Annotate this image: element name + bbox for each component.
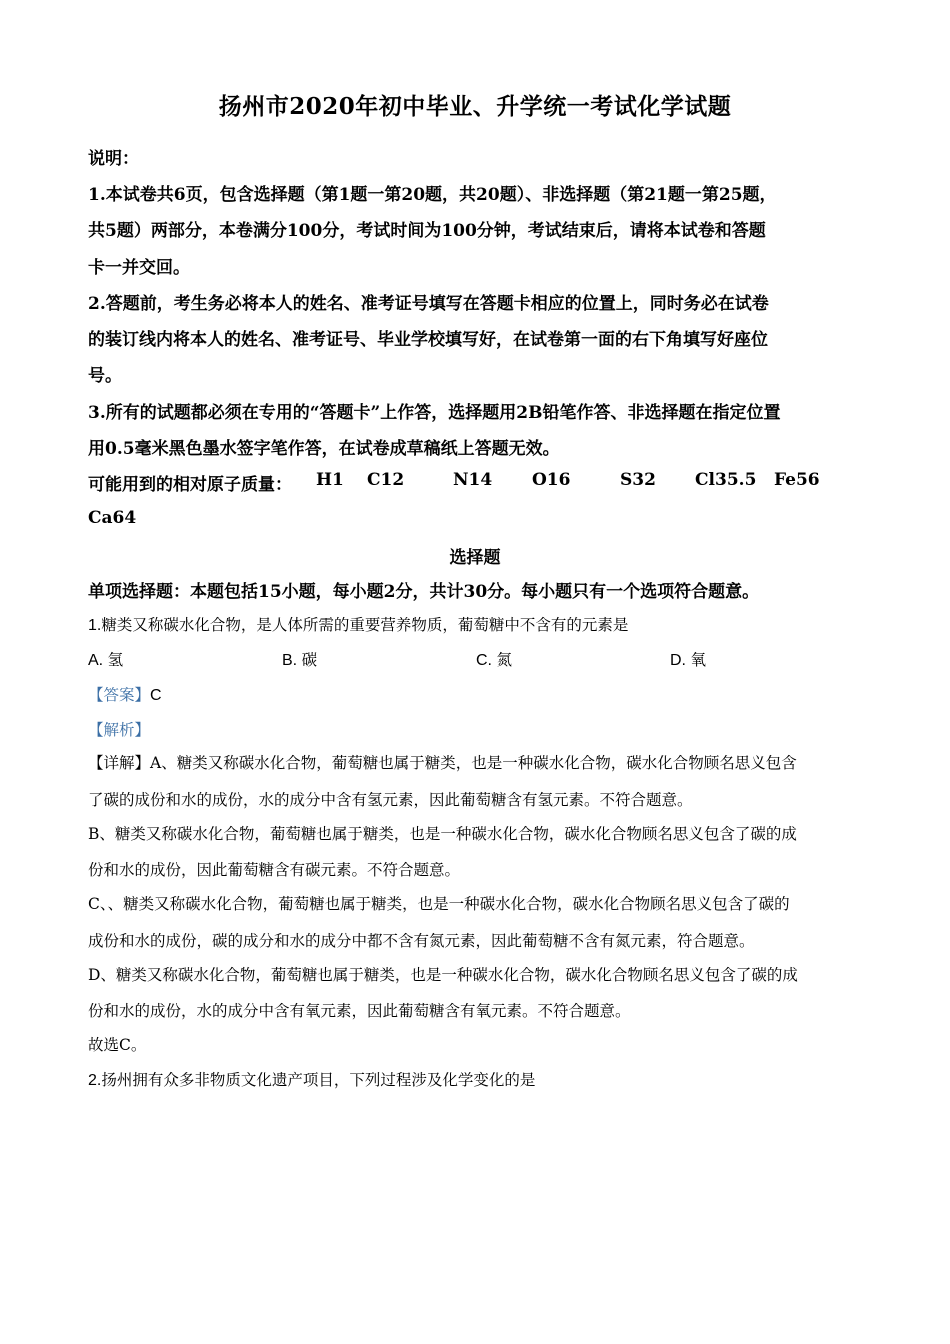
option-d [670, 648, 706, 670]
detail-line: C、、糖类又称碳水化合物，葡萄糖也属于糖类，也是一种碳水化合物，碳水化合物顾名思义包含了碳的 [88, 895, 790, 913]
question-number: 1. [88, 617, 102, 634]
instruction-line: 3.所有的试题都必须在专用的“答题卡”上作答，选择题用2B铅笔作答、非选择题在指定位置 [88, 403, 781, 423]
question-number: 2. [88, 1072, 102, 1089]
option-text: 碳 [301, 651, 318, 669]
atomic-mass-o: O16 [532, 470, 571, 490]
detail-line: B、糖类又称碳水化合物，葡萄糖也属于糖类，也是一种碳水化合物，碳水化合物顾名思义包含了碳的成 [88, 825, 797, 843]
conclusion-line: 故选C。 [88, 1036, 147, 1054]
instruction-line: 2.答题前，考生务必将本人的姓名、准考证号填写在答题卡相应的位置上，同时务必在试卷 [88, 294, 769, 314]
answer-label: 【答案】 [88, 686, 151, 704]
instruction-line: 号。 [88, 366, 122, 386]
detail-label: 【详解】 [88, 754, 151, 772]
option-letter: C. [476, 652, 497, 669]
option-a [88, 648, 123, 670]
question-2-stem [88, 1068, 535, 1090]
question-text: 扬州拥有众多非物质文化遗产项目，下列过程涉及化学变化的是 [101, 1071, 536, 1089]
page-title: 扬州市2020年初中毕业、升学统一考试化学试题 [218, 93, 732, 120]
detail-line: 了碳的成份和水的成份，水的成分中含有氢元素，因此葡萄糖含有氢元素。不符合题意。 [88, 791, 693, 809]
detail-line: 成份和水的成份，碳的成分和水的成分中都不含有氮元素，因此葡萄糖不含有氮元素，符合题意。 [88, 932, 755, 950]
detail-line [88, 751, 797, 773]
question-text: 糖类又称碳水化合物，是人体所需的重要营养物质，葡萄糖中不含有的元素是 [101, 616, 629, 634]
section-heading: 选择题 [449, 548, 501, 568]
option-letter: A. [88, 652, 108, 669]
option-text: 氧 [690, 651, 706, 669]
option-letter: B. [282, 652, 302, 669]
detail-line: D、糖类又称碳水化合物，葡萄糖也属于糖类，也是一种碳水化合物，碳水化合物顾名思义包含了碳的成 [88, 966, 798, 984]
atomic-mass-label: 可能用到的相对原子质量： [88, 475, 292, 495]
atomic-mass-c: C12 [367, 470, 405, 490]
instruction-line: 用0.5毫米黑色墨水签字笔作答，在试卷成草稿纸上答题无效。 [88, 439, 560, 459]
detail-text: A、糖类又称碳水化合物，葡萄糖也属于糖类，也是一种碳水化合物，碳水化合物顾名思义包含 [150, 754, 797, 772]
instruction-line: 1.本试卷共6页，包含选择题（第1题一第20题，共20题）、非选择题（第21题一第25题， [88, 185, 777, 205]
atomic-mass-s: S32 [620, 470, 656, 490]
atomic-mass-n: N14 [453, 470, 493, 490]
option-c [476, 648, 512, 670]
option-b [282, 648, 317, 670]
section-subheading: 单项选择题：本题包括15小题，每小题2分，共计30分。每小题只有一个选项符合题意。 [88, 582, 760, 602]
atomic-mass-row [88, 470, 292, 495]
atomic-mass-h: H1 [316, 470, 344, 490]
question-1-stem [88, 613, 628, 635]
detail-line: 份和水的成份，水的成分中含有氧元素，因此葡萄糖含有氧元素。不符合题意。 [88, 1002, 631, 1020]
instruction-line: 卡一并交回。 [88, 258, 190, 278]
option-text: 氮 [496, 651, 512, 669]
instructions-heading: 说明： [88, 149, 139, 169]
instruction-line: 共5题）两部分，本卷满分100分，考试时间为100分钟，考试结束后，请将本试卷和答题 [88, 221, 766, 241]
detail-line: 份和水的成份，因此葡萄糖含有碳元素。不符合题意。 [88, 861, 461, 879]
atomic-mass-ca: Ca64 [88, 508, 137, 528]
atomic-mass-cl: Cl35.5 [695, 470, 757, 490]
option-text: 氢 [107, 651, 124, 669]
analysis-label: 【解析】 [88, 721, 151, 739]
atomic-mass-fe: Fe56 [774, 470, 820, 490]
answer-row [88, 683, 162, 705]
option-letter: D. [670, 652, 691, 669]
answer-value: C [150, 687, 162, 704]
instruction-line: 的装订线内将本人的姓名、准考证号、毕业学校填写好，在试卷第一面的右下角填写好座位 [88, 330, 768, 350]
